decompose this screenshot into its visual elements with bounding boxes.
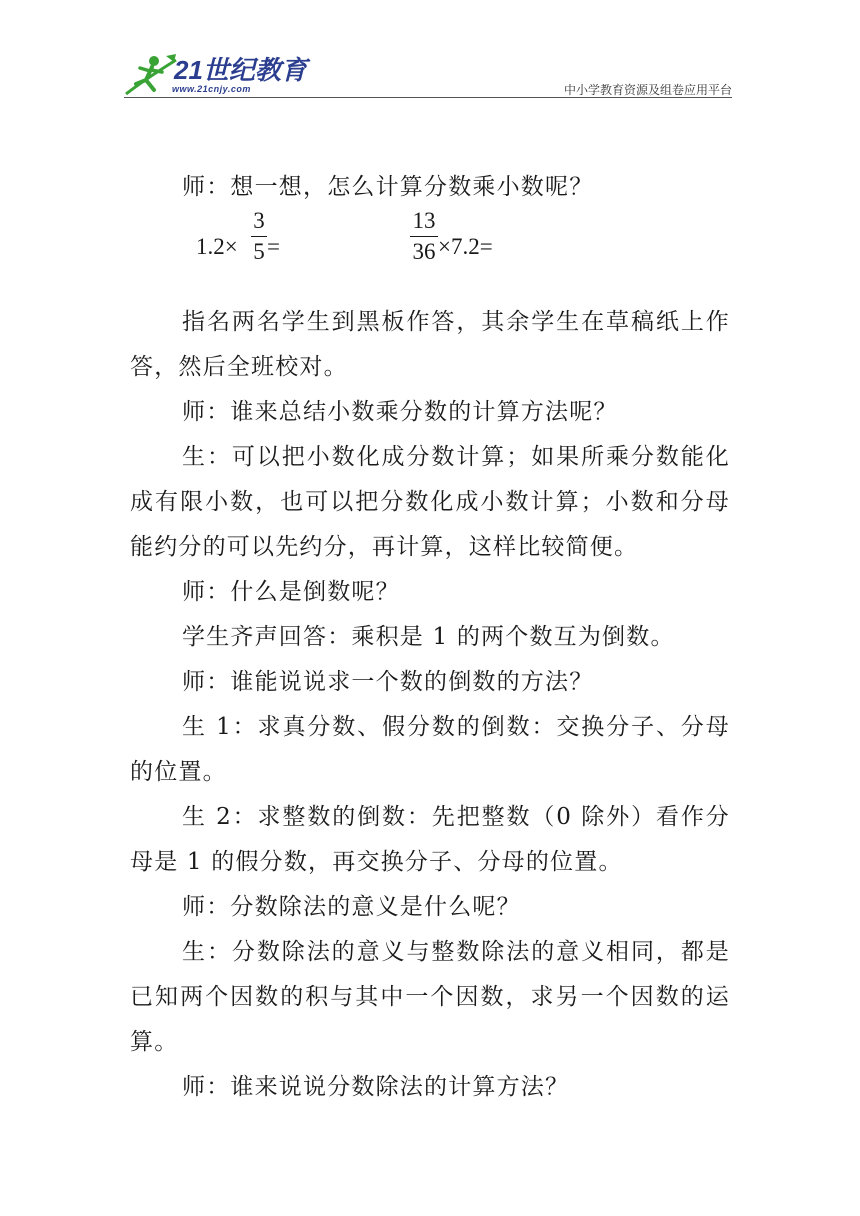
expr1-fraction xyxy=(251,208,267,265)
paragraph: 师：什么是倒数呢？ xyxy=(182,579,400,605)
expr2-right: ×7.2= xyxy=(438,234,493,259)
logo-wordmark: 21世纪教育 xyxy=(174,55,307,85)
header-divider xyxy=(124,97,732,98)
paragraph: 师：谁能说说求一个数的倒数的方法？ xyxy=(182,669,594,695)
paragraph: 学生齐声回答：乘积是 1 的两个数互为倒数。 xyxy=(182,624,675,650)
paragraph: 师：分数除法的意义是什么呢？ xyxy=(182,894,521,920)
paragraph: 生：可以把小数化成分数计算；如果所乘分数能化成有限小数，也可以把分数化成小数计算；小数和分母能约分的可以先约分，再计算，这样比较简便。 xyxy=(130,444,730,560)
site-logo[interactable] xyxy=(124,50,307,100)
paragraph: 生：分数除法的意义与整数除法的意义相同，都是已知两个因数的积与其中一个因数，求另一个因数的运算。 xyxy=(130,939,730,1055)
page-header xyxy=(0,0,860,110)
runner-icon xyxy=(124,52,178,100)
expr2-numerator: 13 xyxy=(412,208,436,233)
fraction-bar xyxy=(251,236,267,237)
math-expressions xyxy=(130,210,730,300)
expr2-fraction xyxy=(410,208,438,265)
logo-url: www.21cnjy.com xyxy=(172,84,251,94)
expr1-left: 1.2× xyxy=(196,234,238,259)
fraction-bar xyxy=(410,236,438,237)
paragraph: 生 2：求整数的倒数：先把整数（0 除外）看作分母是 1 的假分数，再交换分子、分母的位置。 xyxy=(130,804,730,875)
expr1-denominator: 5 xyxy=(253,239,265,264)
paragraph: 生 1：求真分数、假分数的倒数：交换分子、分母的位置。 xyxy=(130,714,730,785)
document-body xyxy=(130,165,730,1110)
expr2-denominator: 36 xyxy=(412,239,436,264)
paragraph: 师：想一想，怎么计算分数乘小数呢？ xyxy=(182,174,594,200)
header-tagline: 中小学教育资源及组卷应用平台 xyxy=(563,83,732,97)
paragraph: 师：谁来总结小数乘分数的计算方法呢？ xyxy=(182,399,618,425)
paragraph: 师：谁来说说分数除法的计算方法？ xyxy=(182,1074,570,1100)
expr1-numerator: 3 xyxy=(253,208,265,233)
expr1-right: = xyxy=(267,234,280,259)
paragraph: 指名两名学生到黑板作答，其余学生在草稿纸上作答，然后全班校对。 xyxy=(130,309,730,380)
